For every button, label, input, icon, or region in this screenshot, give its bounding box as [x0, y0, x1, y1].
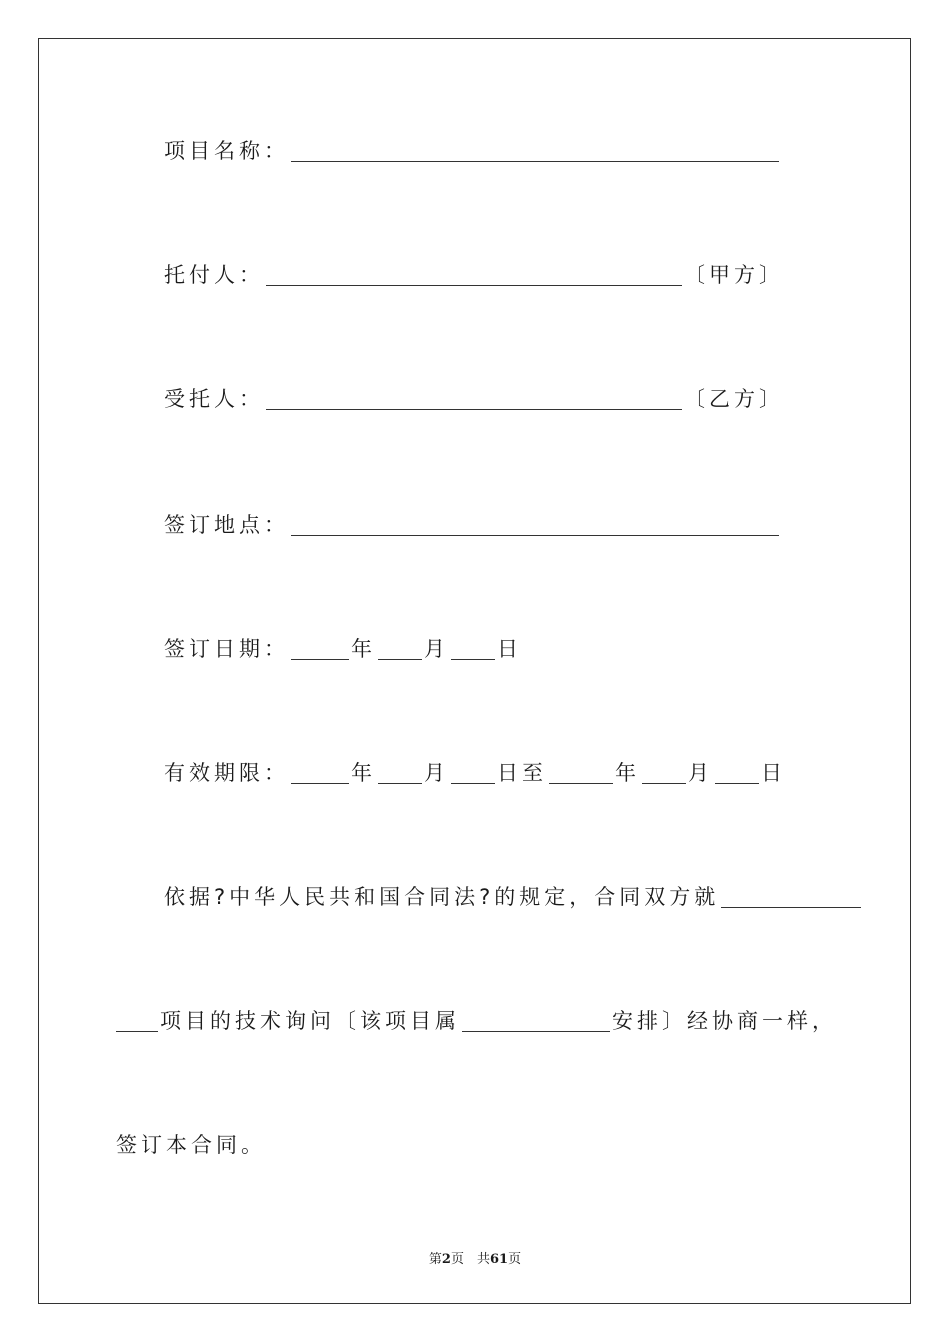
client-row — [164, 260, 784, 290]
page-border — [38, 38, 911, 1304]
paragraph-text-3: 签订本合同。 — [116, 1133, 266, 1157]
trustee-label: 受托人： — [164, 387, 264, 411]
trustee-row — [164, 384, 784, 414]
sign-date-year-blank[interactable] — [291, 639, 349, 660]
validity-start-month-unit: 月 — [424, 761, 449, 785]
sign-date-month-blank[interactable] — [378, 639, 422, 660]
page-footer — [0, 1248, 950, 1267]
paragraph-line-1 — [164, 882, 863, 912]
validity-start-month-blank[interactable] — [378, 763, 422, 784]
validity-end-year-blank[interactable] — [549, 763, 613, 784]
sign-place-label: 签订地点： — [164, 513, 289, 537]
validity-label: 有效期限： — [164, 761, 289, 785]
validity-end-month-unit: 月 — [688, 761, 713, 785]
paragraph-text-1: 依据?中华人民共和国合同法?的规定，合同双方就 — [164, 885, 720, 909]
paragraph-line-2 — [116, 1006, 837, 1036]
project-name-row — [164, 136, 781, 166]
project-name-blank[interactable] — [291, 141, 779, 162]
footer-page-number: 2 — [441, 1252, 451, 1267]
footer-total-pages: 61 — [489, 1252, 509, 1267]
subject-blank-1[interactable] — [721, 887, 861, 908]
sign-date-day-unit: 日 — [497, 637, 522, 661]
project-category-blank[interactable] — [462, 1011, 610, 1032]
sign-place-blank[interactable] — [291, 515, 779, 536]
validity-end-year-unit: 年 — [615, 761, 640, 785]
trustee-party-tag: 〔乙方〕 — [684, 387, 784, 411]
validity-row — [164, 758, 786, 788]
validity-start-day-blank[interactable] — [451, 763, 495, 784]
paragraph-text-2a: 项目的技术询问〔该项目属 — [160, 1009, 460, 1033]
project-name-label: 项目名称： — [164, 139, 289, 163]
sign-date-year-unit: 年 — [351, 637, 376, 661]
client-blank[interactable] — [266, 265, 682, 286]
client-party-tag: 〔甲方〕 — [684, 263, 784, 287]
validity-start-day-unit: 日至 — [497, 761, 547, 785]
sign-date-day-blank[interactable] — [451, 639, 495, 660]
paragraph-line-3 — [116, 1130, 266, 1160]
validity-start-year-unit: 年 — [351, 761, 376, 785]
client-label: 托付人： — [164, 263, 264, 287]
validity-end-day-unit: 日 — [761, 761, 786, 785]
trustee-blank[interactable] — [266, 389, 682, 410]
validity-end-month-blank[interactable] — [642, 763, 686, 784]
footer-mid: 页 共 — [450, 1252, 490, 1267]
footer-suffix: 页 — [508, 1252, 522, 1267]
sign-date-label: 签订日期： — [164, 637, 289, 661]
footer-prefix: 第 — [428, 1252, 442, 1267]
sign-date-row — [164, 634, 522, 664]
paragraph-text-2b: 安排〕经协商一样， — [612, 1009, 837, 1033]
validity-end-day-blank[interactable] — [715, 763, 759, 784]
sign-date-month-unit: 月 — [424, 637, 449, 661]
subject-blank-2[interactable] — [116, 1011, 158, 1032]
sign-place-row — [164, 510, 781, 540]
validity-start-year-blank[interactable] — [291, 763, 349, 784]
